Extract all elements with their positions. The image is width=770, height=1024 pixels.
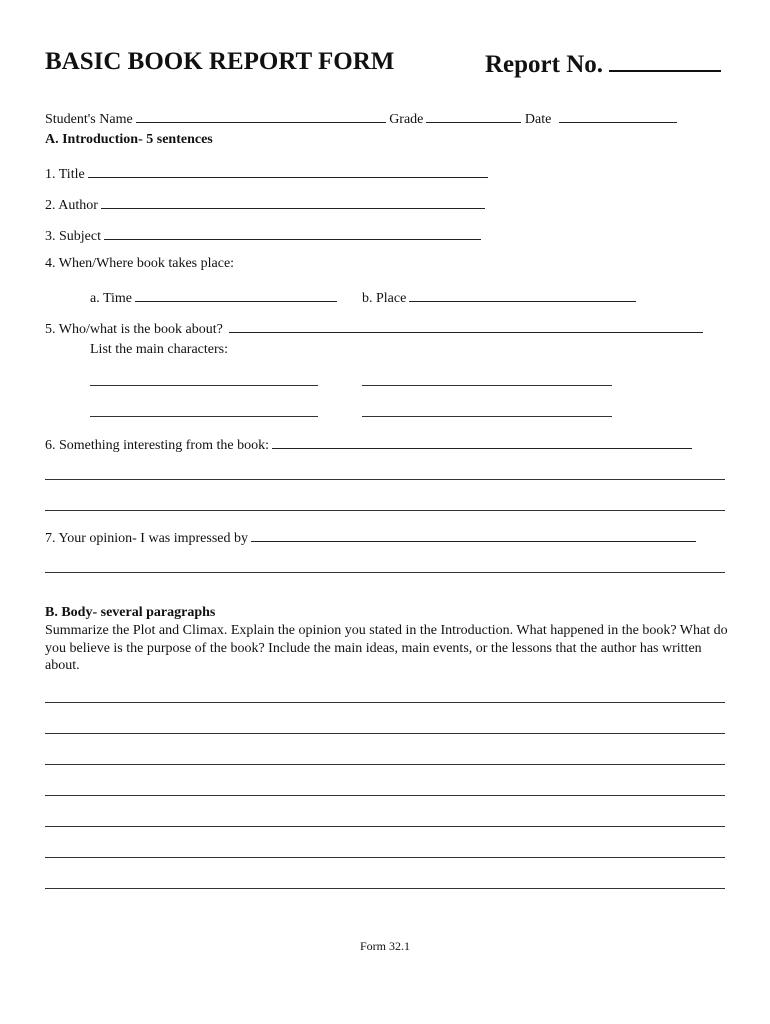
opinion-blank[interactable] [251,527,696,542]
body-line-2[interactable] [45,733,725,734]
place-blank[interactable] [409,287,636,302]
body-line-6[interactable] [45,857,725,858]
grade-label: Grade [389,112,424,127]
report-number-blank[interactable] [609,48,721,72]
place-row [362,287,636,307]
who-what-row [45,318,703,338]
interesting-label: 6. Something interesting from the book: [45,438,269,453]
title-label: 1. Title [45,167,85,182]
time-label: a. Time [90,291,133,306]
character-blank-1[interactable] [90,385,318,386]
character-blank-3[interactable] [90,416,318,417]
body-line-7[interactable] [45,888,725,889]
place-label: b. Place [362,291,407,306]
body-line-3[interactable] [45,764,725,765]
body-line-1[interactable] [45,702,725,703]
subject-blank[interactable] [104,225,481,240]
interesting-blank[interactable] [272,434,692,449]
character-blank-2[interactable] [362,385,612,386]
character-blank-4[interactable] [362,416,612,417]
title-row [45,163,488,183]
who-what-label: 5. Who/what is the book about? [45,322,223,337]
author-row [45,194,485,214]
subject-row [45,225,481,245]
date-label: Date [524,112,552,127]
interesting-line-1[interactable] [45,479,725,480]
author-label: 2. Author [45,198,98,213]
form-number: Form 32.1 [360,939,411,953]
when-where-label: 4. When/Where book takes place: [45,256,235,271]
time-blank[interactable] [135,287,337,302]
form-title: BASIC BOOK REPORT FORM [45,48,395,75]
time-row [90,287,337,307]
opinion-row [45,527,696,547]
who-what-blank[interactable] [229,318,703,333]
student-name-label: Student's Name [45,112,133,127]
opinion-line-1[interactable] [45,572,725,573]
section-b-instructions: Summarize the Plot and Climax. Explain the opinion you stated in the Introduction. What happened in the book? What do you believe is the purpose of the book? Include the main ideas, main events, or the lessons that the author has written about. [45,623,728,673]
interesting-row [45,434,692,454]
date-blank[interactable] [559,108,677,123]
report-number-label: Report No. [485,51,604,78]
student-info-row [45,108,677,128]
opinion-label: 7. Your opinion- I was impressed by [45,531,248,546]
report-number-field[interactable] [485,48,721,79]
title-blank[interactable] [88,163,488,178]
body-line-5[interactable] [45,826,725,827]
characters-label: List the main characters: [90,342,228,357]
section-a-heading: A. Introduction- 5 sentences [45,132,213,147]
interesting-line-2[interactable] [45,510,725,511]
subject-label: 3. Subject [45,229,101,244]
student-name-blank[interactable] [136,108,386,123]
body-line-4[interactable] [45,795,725,796]
author-blank[interactable] [101,194,485,209]
section-b-heading: B. Body- several paragraphs [45,605,216,620]
grade-blank[interactable] [426,108,521,123]
